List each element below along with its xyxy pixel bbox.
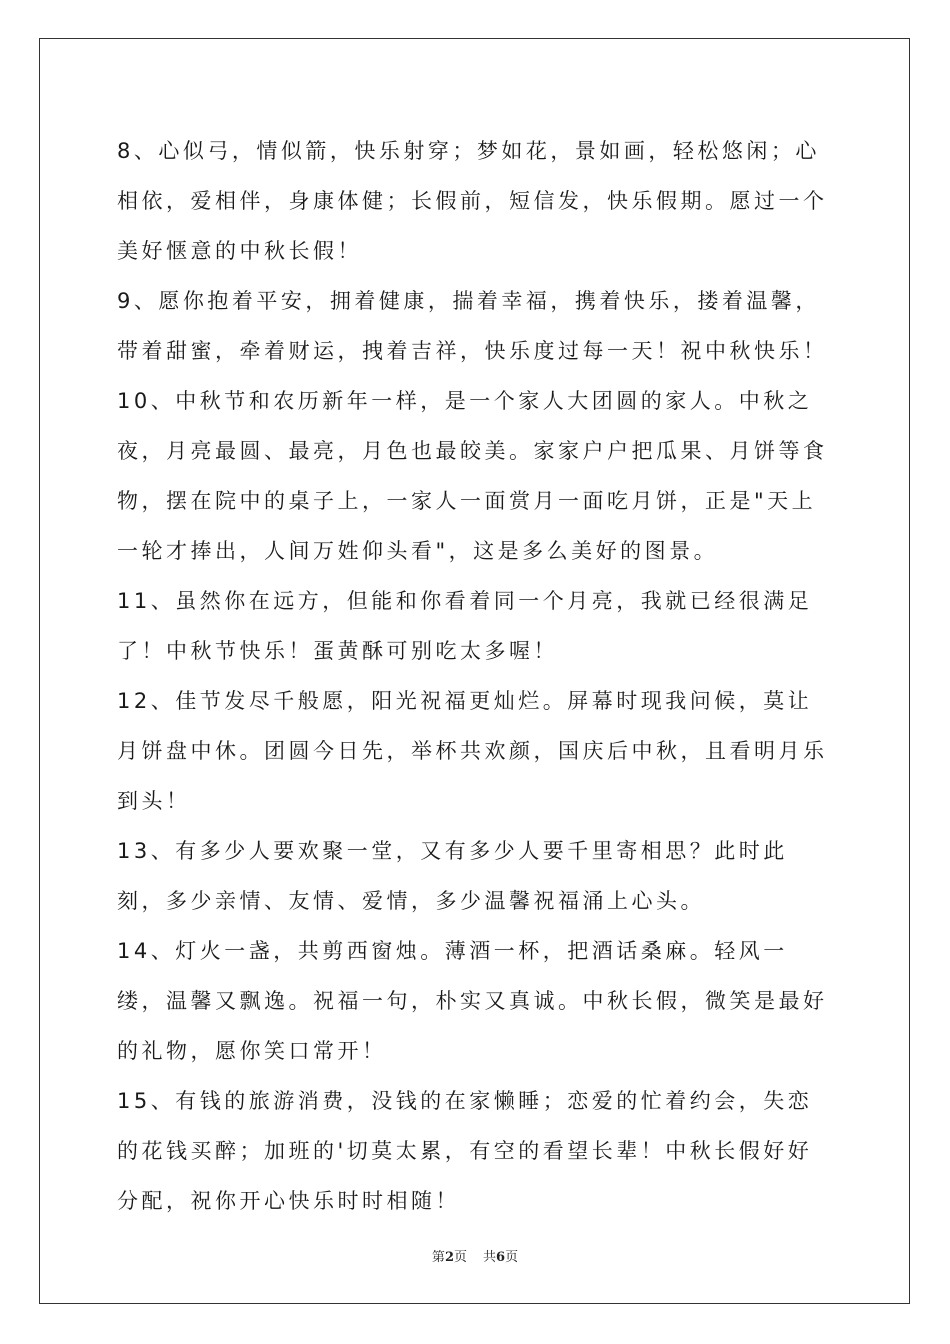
page-current: 2: [444, 1250, 454, 1265]
paragraph-10: 10、中秋节和农历新年一样，是一个家人大团圆的家人。中秋之夜，月亮最圆、最亮，月色也最皎美。家家户户把瓜果、月饼等食物，摆在院中的桌子上，一家人一面赏月一面吃月饼，正是"天上一轮才捧出，人间万姓仰头看"，这是多么美好的图景。: [117, 389, 828, 563]
total-prefix: 共: [483, 1250, 497, 1265]
paragraph-13: 13、有多少人要欢聚一堂，又有多少人要千里寄相思？此时此刻，多少亲情、友情、爱情，多少温馨祝福涌上心头。: [117, 839, 788, 913]
paragraph-12: 12、佳节发尽千般愿，阳光祝福更灿烂。屏幕时现我问候，莫让月饼盘中休。团圆今日先，举杯共欢颜，国庆后中秋，且看明月乐到头！: [117, 689, 828, 813]
page-total: 6: [496, 1250, 506, 1265]
paragraph-8: 8、心似弓，情似箭，快乐射穿；梦如花，景如画，轻松悠闲；心相依，爱相伴，身康体健；长假前，短信发，快乐假期。愿过一个美好惬意的中秋长假！: [117, 139, 828, 263]
page-footer: [0, 1246, 950, 1265]
paragraph-15: 15、有钱的旅游消费，没钱的在家懒睡；恋爱的忙着约会，失恋的花钱买醉；加班的'切莫太累，有空的看望长辈！中秋长假好好分配，祝你开心快乐时时相随！: [117, 1089, 813, 1213]
total-suffix: 页: [505, 1250, 519, 1265]
paragraph-11: 11、虽然你在远方，但能和你看着同一个月亮，我就已经很满足了！中秋节快乐！蛋黄酥可别吃太多喔！: [117, 589, 813, 663]
paragraph-9: 9、愿你抱着平安，拥着健康，揣着幸福，携着快乐，搂着温馨，带着甜蜜，牵着财运，拽着吉祥，快乐度过每一天！祝中秋快乐！: [117, 289, 828, 363]
page-prefix: 第: [431, 1250, 445, 1265]
page-suffix: 页: [453, 1250, 467, 1265]
document-body: [117, 126, 835, 1226]
paragraph-14: 14、灯火一盏，共剪西窗烛。薄酒一杯，把酒话桑麻。轻风一缕，温馨又飘逸。祝福一句，朴实又真诚。中秋长假，微笑是最好的礼物，愿你笑口常开！: [117, 939, 828, 1063]
